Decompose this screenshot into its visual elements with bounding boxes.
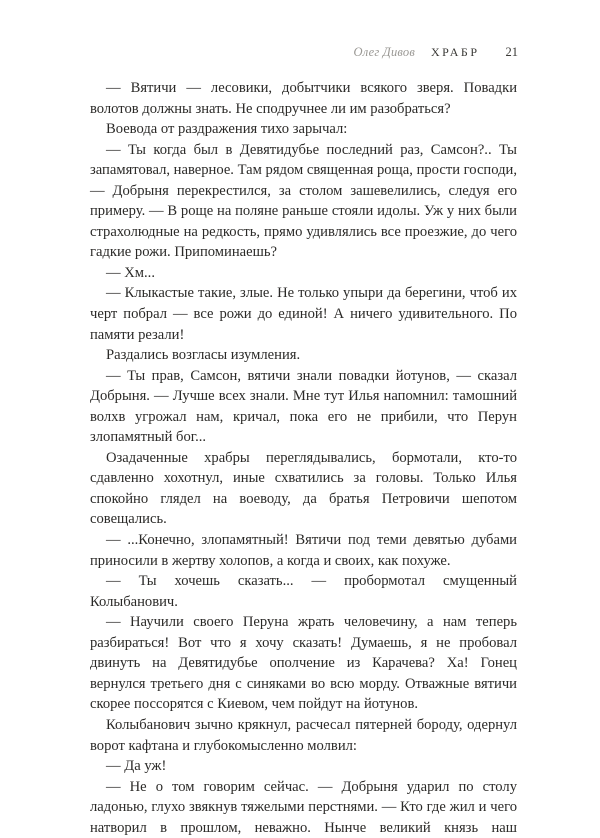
page-number: 21 <box>505 45 518 59</box>
header-book-title: ХРАБР <box>430 45 480 59</box>
running-header <box>353 46 518 59</box>
paragraph: — ...Конечно, злопамятный! Вятичи под теми девятью дубами приносили в жертву холопов, а когда и своих, как похуже. <box>90 532 517 569</box>
paragraph: Колыбанович зычно крякнул, расчесал пятерней бороду, одернул ворот кафтана и глубокомысленно молвил: <box>90 716 517 754</box>
paragraph: — Хм... <box>106 264 155 281</box>
paragraph: — Ты прав, Самсон, вятичи знали повадки йотунов, — сказал Добрыня. — Лучше всех знали. Мне тут Илья напомнил: тамошний волхв угрожал нам, кричал, пока его не прибили, что Перун злопамятный бог... <box>90 367 517 446</box>
paragraph: — Научили своего Перуна жрать человечину, а нам теперь разбираться! Вот что я хочу сказать! Думаешь, я не пробовал двинуть на Девятидубье ополчение из Карачева? Ха! Гонец вернулся третьего дня с синяками во всю морду. Отважные вятичи скорее поссорятся с Киевом, чем пойдут на йотунов. <box>90 614 517 713</box>
body-text <box>90 78 517 838</box>
paragraph: — Да уж! <box>106 758 167 775</box>
paragraph: — Клыкастые такие, злые. Не только упыри да берегини, чтоб их черт побрал — все рожи до единой! А ничего удивительного. По памяти резали! <box>90 285 517 343</box>
paragraph: Озадаченные храбры переглядывались, бормотали, кто-то сдавленно хохотнул, иные схватились за головы. Только Илья спокойно глядел на воеводу, да братья Петровичи шепотом совещались. <box>90 449 517 528</box>
paragraph: — Ты хочешь сказать... — пробормотал смущенный Колыбанович. <box>90 573 517 610</box>
paragraph: Воевода от раздражения тихо зарычал: <box>106 121 348 138</box>
paragraph: Раздались возгласы изумления. <box>106 347 301 364</box>
paragraph: — Ты когда был в Девятидубье последний раз, Самсон?.. Ты запамятовал, наверное. Там рядом священная роща, прости господи, — Добрыня перекрестился, за столом зашевелились, следуя его примеру. — В роще на поляне раньше стояли идолы. Уж у них были страхолюдные на редкость, прямо удивлялись все проезжие, до чего гадкие рожи. Припоминаешь? <box>90 141 517 261</box>
paragraph: — Вятичи — лесовики, добытчики всякого зверя. Повадки волотов должны знать. Не сподручнее ли им разобраться? <box>90 80 517 117</box>
paragraph-continued: — Не о том говорим сейчас. — Добрыня ударил по столу ладонью, глухо звякнув тяжелыми перстнями. — Кто где жил и чего натворил в прошлом, неважно. Нынче великий князь наш <box>90 778 517 836</box>
header-author: Олег Дивов <box>353 45 415 59</box>
